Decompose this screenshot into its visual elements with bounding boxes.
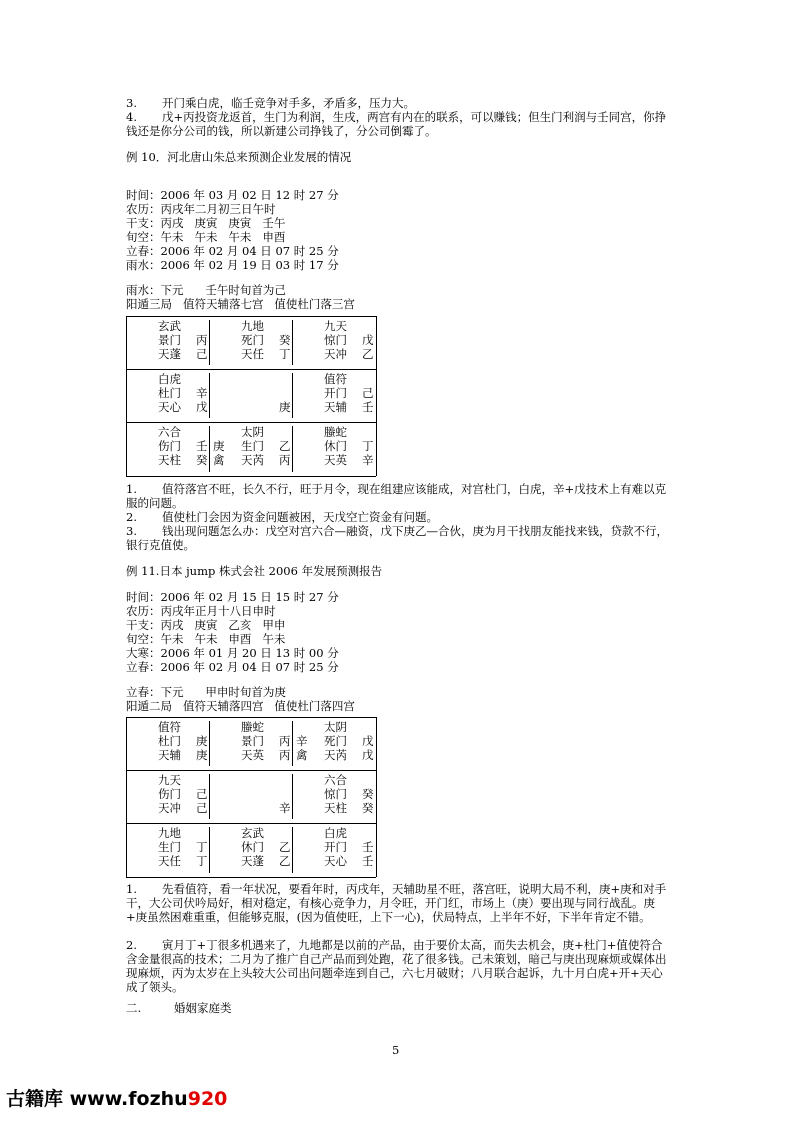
grid-cell-text: 死门 bbox=[241, 333, 264, 347]
grid-cell-text: 九天 bbox=[324, 319, 347, 333]
grid-cell-text: 惊门 bbox=[324, 787, 347, 801]
grid-vline bbox=[292, 426, 293, 472]
grid-cell-text: 生门 bbox=[158, 840, 181, 854]
grid-cell-text: 癸 bbox=[279, 333, 291, 347]
ex11-ju-line1: 立春：下元 甲申时旬首为庚 bbox=[126, 685, 286, 699]
grid-cell-text: 丙 bbox=[279, 748, 291, 762]
grid-cell-text: 天任 bbox=[158, 854, 181, 868]
grid-vline bbox=[292, 827, 293, 873]
grid-cell-text: 天芮 bbox=[324, 748, 347, 762]
ex11-note-2: 2. 寅月丁+丁很多机遇来了，九地都是以前的产品，由于要价太高，而失去机会，庚+杜门+值使符合含金量很高的技术；二月为了推广自己产品而到处跑，花了很多钱。己未策划，暗己与庚出现麻烦或媒体出现麻烦，丙为太岁在上头较大公司出问题牵连到自己，六七月破财；八月联合起诉，九十月白虎+开+天心成了领头。 bbox=[126, 938, 667, 994]
grid-cell-text: 太阴 bbox=[324, 720, 347, 734]
grid-cell-text: 天柱 bbox=[158, 453, 181, 467]
grid-cell-text: 天蓬 bbox=[241, 854, 264, 868]
grid-cell-text: 天辅 bbox=[158, 748, 181, 762]
grid-cell-text: 丁 bbox=[196, 854, 208, 868]
grid-cell-text: 己 bbox=[362, 386, 374, 400]
grid-extra-text: 禽 bbox=[296, 748, 308, 762]
grid-cell-text: 戊 bbox=[362, 734, 374, 748]
top-item-4: 4. 戊+丙投资龙返首，生门为利润，生戌，两宫有内在的联系，可以赚钱；但生门利润与壬同宫，你挣钱还是你分公司的钱，所以新建公司挣钱了，分公司倒霉了。 bbox=[126, 110, 667, 138]
grid-cell-text: 景门 bbox=[158, 333, 181, 347]
grid-hline bbox=[126, 369, 376, 370]
ex11-info-5: 立春：2006 年 02 月 04 日 07 时 25 分 bbox=[126, 660, 339, 674]
grid-cell-text: 天任 bbox=[241, 347, 264, 361]
grid-cell-text: 休门 bbox=[241, 840, 264, 854]
grid-vline bbox=[209, 426, 210, 472]
grid-hline bbox=[126, 877, 376, 878]
grid-cell-text: 天心 bbox=[324, 854, 347, 868]
grid-cell-text: 天芮 bbox=[241, 453, 264, 467]
grid-cell-text: 癸 bbox=[196, 453, 208, 467]
ex11-info-3: 旬空：午未 午未 申酉 午未 bbox=[126, 632, 286, 646]
grid-vline bbox=[209, 827, 210, 873]
grid-extra-text: 辛 bbox=[296, 734, 308, 748]
grid-vline bbox=[209, 774, 210, 819]
grid-hline bbox=[126, 476, 376, 477]
grid-cell-text: 丁 bbox=[279, 347, 291, 361]
ex11-title: 例 11.日本 jump 株式会社 2006 年发展预测报告 bbox=[126, 564, 383, 578]
grid-cell-text: 丙 bbox=[279, 453, 291, 467]
grid-cell-text: 壬 bbox=[362, 400, 374, 414]
grid-cell-text: 天英 bbox=[241, 748, 264, 762]
grid-cell-text: 天蓬 bbox=[158, 347, 181, 361]
grid-cell-text: 天心 bbox=[158, 400, 181, 414]
grid-cell-text: 休门 bbox=[324, 439, 347, 453]
grid-cell-text: 辛 bbox=[362, 453, 374, 467]
grid-extra-text: 庚 bbox=[213, 439, 225, 453]
grid-cell-text: 白虎 bbox=[324, 826, 347, 840]
grid-cell-text: 丙 bbox=[196, 333, 208, 347]
grid-cell-text: 壬 bbox=[362, 840, 374, 854]
grid-cell-text: 丁 bbox=[362, 439, 374, 453]
ex10-info-3: 旬空：午未 午未 午未 申酉 bbox=[126, 230, 286, 244]
ex11-info-4: 大寒：2006 年 01 月 20 日 13 时 00 分 bbox=[126, 646, 339, 660]
grid-cell-text: 癸 bbox=[362, 787, 374, 801]
grid-vline bbox=[376, 316, 377, 476]
grid-cell-text: 壬 bbox=[362, 854, 374, 868]
grid-hline bbox=[126, 770, 376, 771]
grid-cell-text: 死门 bbox=[324, 734, 347, 748]
grid-cell-text: 杜门 bbox=[158, 386, 181, 400]
grid-cell-text: 开门 bbox=[324, 386, 347, 400]
ex11-qimen-grid bbox=[126, 717, 376, 877]
grid-hline bbox=[126, 717, 376, 718]
ex10-ju-line1: 雨水：下元 壬午时旬首为己 bbox=[126, 283, 286, 297]
grid-cell-text: 辛 bbox=[279, 801, 291, 815]
grid-cell-text: 乙 bbox=[279, 854, 291, 868]
grid-cell-text: 己 bbox=[196, 787, 208, 801]
grid-cell-text: 白虎 bbox=[158, 372, 181, 386]
grid-cell-text: 九地 bbox=[158, 826, 181, 840]
grid-cell-text: 天辅 bbox=[324, 400, 347, 414]
grid-cell-text: 杜门 bbox=[158, 734, 181, 748]
grid-vline bbox=[126, 717, 127, 877]
ex11-info-0: 时间：2006 年 02 月 15 日 15 时 27 分 bbox=[126, 590, 339, 604]
grid-cell-text: 螣蛇 bbox=[324, 425, 347, 439]
grid-vline bbox=[209, 320, 210, 365]
grid-cell-text: 六合 bbox=[158, 425, 181, 439]
grid-cell-text: 戊 bbox=[362, 748, 374, 762]
grid-hline bbox=[126, 422, 376, 423]
grid-vline bbox=[292, 320, 293, 365]
grid-cell-text: 丙 bbox=[279, 734, 291, 748]
grid-cell-text: 伤门 bbox=[158, 787, 181, 801]
grid-vline bbox=[209, 373, 210, 418]
grid-vline bbox=[292, 373, 293, 418]
ex10-info-5: 雨水：2006 年 02 月 19 日 03 时 17 分 bbox=[126, 258, 339, 272]
grid-cell-text: 壬 bbox=[196, 439, 208, 453]
grid-hline bbox=[126, 823, 376, 824]
page-number: 5 bbox=[392, 1043, 400, 1057]
grid-cell-text: 六合 bbox=[324, 773, 347, 787]
grid-cell-text: 天柱 bbox=[324, 801, 347, 815]
ex10-info-0: 时间：2006 年 03 月 02 日 12 时 27 分 bbox=[126, 188, 339, 202]
ex10-ju-line2: 阳遁三局 值符天辅落七宫 值使杜门落三宫 bbox=[126, 297, 355, 311]
grid-cell-text: 癸 bbox=[362, 801, 374, 815]
section-heading: 二. 婚姻家庭类 bbox=[126, 1001, 232, 1015]
top-item-3: 3. 开门乘白虎，临壬竞争对手多，矛盾多，压力大。 bbox=[126, 96, 415, 110]
grid-cell-text: 值符 bbox=[158, 720, 181, 734]
grid-cell-text: 戊 bbox=[196, 400, 208, 414]
grid-cell-text: 辛 bbox=[196, 386, 208, 400]
ex10-note-2: 2. 值使杜门会因为资金问题被困，天戊空亡资金有问题。 bbox=[126, 510, 438, 524]
ex10-note-1: 1. 值符落宫不旺，长久不行，旺于月令，现在组建应该能成，对宫杜门，白虎，辛+戊技术上有难以克服的问题。 bbox=[126, 482, 667, 510]
grid-cell-text: 开门 bbox=[324, 840, 347, 854]
grid-vline bbox=[376, 717, 377, 877]
grid-cell-text: 九地 bbox=[241, 319, 264, 333]
grid-vline bbox=[292, 774, 293, 819]
grid-cell-text: 戊 bbox=[362, 333, 374, 347]
grid-cell-text: 景门 bbox=[241, 734, 264, 748]
watermark-footer: 古籍库 www.fozhu920 bbox=[0, 1083, 261, 1115]
grid-cell-text: 玄武 bbox=[158, 319, 181, 333]
grid-cell-text: 乙 bbox=[362, 347, 374, 361]
ex10-title: 例 10．河北唐山朱总来预测企业发展的情况 bbox=[126, 150, 352, 164]
grid-hline bbox=[126, 316, 376, 317]
grid-vline bbox=[209, 721, 210, 766]
grid-cell-text: 生门 bbox=[241, 439, 264, 453]
grid-cell-text: 己 bbox=[196, 347, 208, 361]
grid-vline bbox=[126, 316, 127, 476]
ex10-note-3: 3. 钱出现问题怎么办：戊空对宫六合—融资，戊下庚乙—合伙，庚为月干找朋友能找来钱，贷款不行，银行克值使。 bbox=[126, 524, 668, 552]
ex10-info-1: 农历：丙戌年二月初三日午时 bbox=[126, 202, 276, 216]
grid-cell-text: 乙 bbox=[279, 439, 291, 453]
grid-cell-text: 乙 bbox=[279, 840, 291, 854]
grid-extra-text: 禽 bbox=[213, 453, 225, 467]
grid-cell-text: 庚 bbox=[196, 734, 208, 748]
grid-cell-text: 天冲 bbox=[158, 801, 181, 815]
grid-cell-text: 庚 bbox=[196, 748, 208, 762]
ex11-info-2: 干支：丙戌 庚寅 乙亥 甲申 bbox=[126, 618, 286, 632]
ex10-info-4: 立春：2006 年 02 月 04 日 07 时 25 分 bbox=[126, 244, 339, 258]
ex11-note-1: 1. 先看值符，看一年状况，要看年时，丙戌年，天辅助星不旺，落宫旺，说明大局不利，庚+庚和对手干，大公司伏吟局好，相对稳定，有核心竞争力，月令旺，开门红，市场上（庚）要出现与同行战乱。庚+庚虽然困难重重，但能够克服，(因为值使旺，上下一心)，伏局特点，上半年不好，下半年肯定不错。 bbox=[126, 882, 667, 924]
grid-cell-text: 太阴 bbox=[241, 425, 264, 439]
ex10-info-2: 干支：丙戌 庚寅 庚寅 壬午 bbox=[126, 216, 286, 230]
grid-vline bbox=[292, 721, 293, 766]
grid-cell-text: 己 bbox=[196, 801, 208, 815]
grid-cell-text: 螣蛇 bbox=[241, 720, 264, 734]
grid-cell-text: 惊门 bbox=[324, 333, 347, 347]
grid-cell-text: 玄武 bbox=[241, 826, 264, 840]
ex11-ju-line2: 阳遁二局 值符天辅落四宫 值使杜门落四宫 bbox=[126, 699, 355, 713]
grid-cell-text: 九天 bbox=[158, 773, 181, 787]
grid-cell-text: 天冲 bbox=[324, 347, 347, 361]
grid-cell-text: 天英 bbox=[324, 453, 347, 467]
ex10-qimen-grid bbox=[126, 316, 376, 476]
grid-cell-text: 庚 bbox=[279, 400, 291, 414]
grid-cell-text: 丁 bbox=[196, 840, 208, 854]
grid-cell-text: 伤门 bbox=[158, 439, 181, 453]
ex11-info-1: 农历：丙戌年正月十八日申时 bbox=[126, 604, 276, 618]
grid-cell-text: 值符 bbox=[324, 372, 347, 386]
